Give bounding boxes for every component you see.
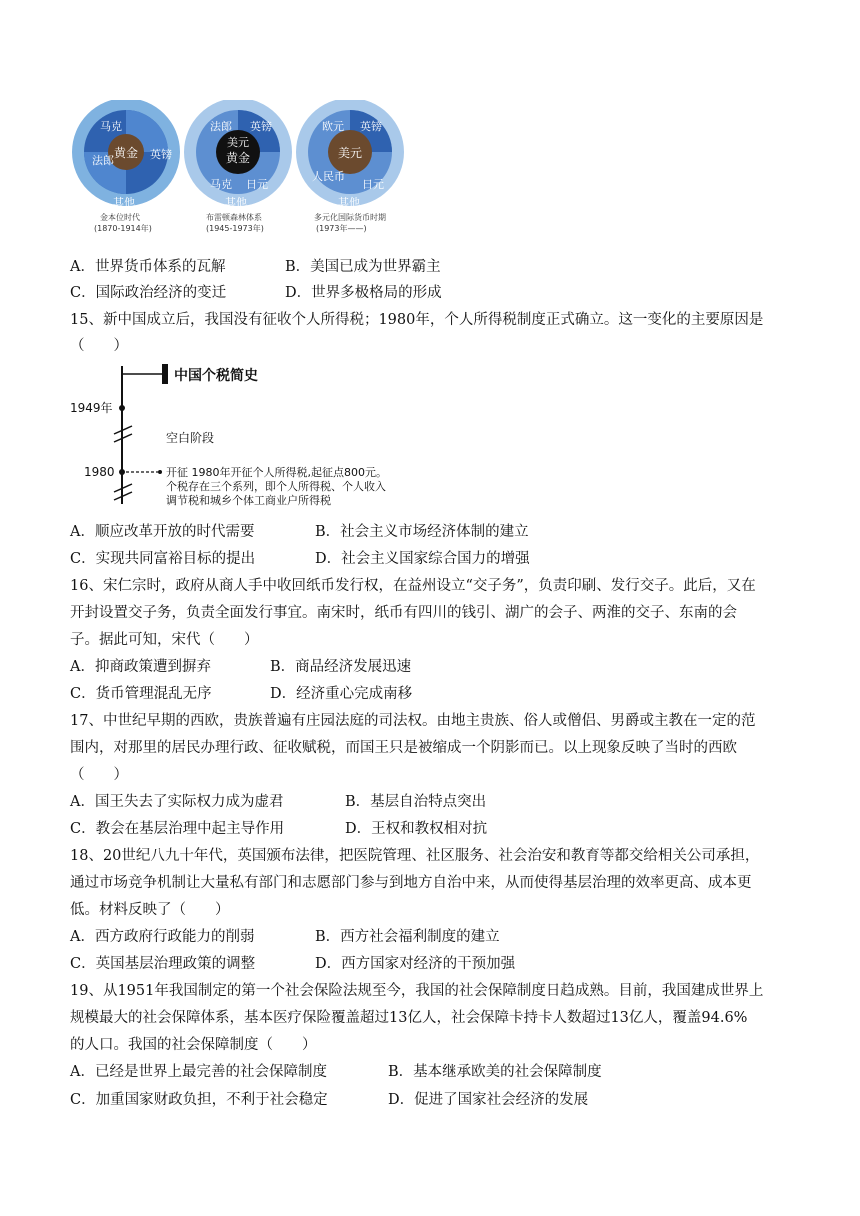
q18-option-a[interactable]: A．西方政府行政能力的削弱 xyxy=(70,929,255,945)
q15-option-b[interactable]: B．社会主义市场经济体制的建立 xyxy=(315,524,529,540)
q19-stem-line: 的人口。我国的社会保障制度（ ） xyxy=(70,1037,317,1053)
segment-label: 马克 xyxy=(100,120,122,133)
timeline-year-1949: 1949年 xyxy=(70,401,113,415)
segment-label: 其他 xyxy=(225,196,247,209)
q18-stem-line: 低。材料反映了（ ） xyxy=(70,902,230,918)
q18-stem-line: 18、20世纪八九十年代，英国颁布法律，把医院管理、社区服务、社会治安和教育等都交给相关公司承担， xyxy=(70,848,760,864)
currency-system-figure xyxy=(70,100,410,240)
caption-name: 多元化国际货币时期 xyxy=(314,213,386,222)
q17-option-b[interactable]: B．基层自治特点突出 xyxy=(345,794,487,810)
tax-history-timeline xyxy=(70,362,450,512)
q16-stem-line: 子。据此可知，宋代（ ） xyxy=(70,632,259,648)
q15-option-a[interactable]: A．顺应改革开放的时代需要 xyxy=(70,524,255,540)
timeline-blank-stage: 空白阶段 xyxy=(166,431,215,445)
segment-label: 人民币 xyxy=(312,170,345,183)
segment-label: 日元 xyxy=(362,178,384,191)
caption-years: (1870-1914年) xyxy=(94,224,152,233)
caption-name: 金本位时代 xyxy=(100,213,140,222)
q15-option-d[interactable]: D．社会主义国家综合国力的增强 xyxy=(315,551,530,567)
q17-option-d[interactable]: D．王权和教权相对抗 xyxy=(345,821,488,837)
q17-stem-line: 17、中世纪早期的西欧，贵族普遍有庄园法庭的司法权。由地主贵族、俗人或僧侣、男爵或主教在一定的范 xyxy=(70,713,756,729)
timeline-event-line: 开征 1980年开征个人所得税,起征点800元。 xyxy=(166,466,387,479)
segment-label: 英镑 xyxy=(150,148,172,161)
q14-option-d[interactable]: D．世界多极格局的形成 xyxy=(285,285,442,301)
q19-option-a[interactable]: A．已经是世界上最完善的社会保障制度 xyxy=(70,1064,327,1080)
segment-label: 法郎 xyxy=(210,120,232,133)
q19-stem-line: 规模最大的社会保障体系，基本医疗保险覆盖超过13亿人，社会保障卡持卡人数超过13亿人，覆盖94.6% xyxy=(70,1010,748,1026)
q18-option-b[interactable]: B．西方社会福利制度的建立 xyxy=(315,929,500,945)
segment-label: 英镑 xyxy=(360,120,382,133)
q19-option-c[interactable]: C．加重国家财政负担，不利于社会稳定 xyxy=(70,1092,328,1108)
segment-label: 英镑 xyxy=(250,120,272,133)
segment-label: 其他 xyxy=(338,196,360,209)
q15-option-c[interactable]: C．实现共同富裕目标的提出 xyxy=(70,551,256,567)
q15-stem-line: 15、新中国成立后，我国没有征收个人所得税；1980年，个人所得税制度正式确立。这一变化的主要原因是 xyxy=(70,312,764,328)
q19-option-b[interactable]: B．基本继承欧美的社会保障制度 xyxy=(388,1064,602,1080)
q18-option-d[interactable]: D．西方国家对经济的干预加强 xyxy=(315,956,516,972)
q17-stem-line: （ ） xyxy=(70,767,128,783)
caption-name: 布雷顿森林体系 xyxy=(206,213,262,222)
q19-stem-line: 19、从1951年我国制定的第一个社会保险法规至今，我国的社会保障制度日趋成熟。目前，我国建成世界上 xyxy=(70,983,764,999)
segment-label: 欧元 xyxy=(322,120,344,133)
gold-standard-ring-chart xyxy=(72,100,180,233)
q14-option-c[interactable]: C．国际政治经济的变迁 xyxy=(70,285,227,301)
segment-label: 日元 xyxy=(246,178,268,191)
segment-label: 法郎 xyxy=(92,154,114,167)
segment-label: 其他 xyxy=(113,196,135,209)
core-top-label: 美元 xyxy=(227,136,249,149)
timeline-event-line: 调节税和城乡个体工商业户所得税 xyxy=(166,494,331,507)
timeline-year-1980: 1980 xyxy=(84,465,115,479)
timeline-title: 中国个税简史 xyxy=(174,368,258,384)
core-label: 黄金 xyxy=(226,151,251,165)
segment-label: 马克 xyxy=(210,178,232,191)
q16-option-a[interactable]: A．抑商政策遭到摒弃 xyxy=(70,659,211,675)
q17-option-c[interactable]: C．教会在基层治理中起主导作用 xyxy=(70,821,285,837)
timeline-event-line: 个税存在三个系列，即个人所得税、个人收入 xyxy=(166,480,386,493)
q17-stem-line: 围内，对那里的居民办理行政、征收赋税，而国王只是被缩成一个阴影而已。以上现象反映了当时的西欧 xyxy=(70,740,737,756)
q18-option-c[interactable]: C．英国基层治理政策的调整 xyxy=(70,956,256,972)
caption-years: (1945-1973年) xyxy=(206,224,264,233)
q15-stem-line: （ ） xyxy=(70,338,128,354)
q16-option-d[interactable]: D．经济重心完成南移 xyxy=(270,686,413,702)
q16-option-b[interactable]: B．商品经济发展迅速 xyxy=(270,659,412,675)
q14-option-b[interactable]: B．美国已成为世界霸主 xyxy=(285,259,441,275)
q17-option-a[interactable]: A．国王失去了实际权力成为虚君 xyxy=(70,794,284,810)
q18-stem-line: 通过市场竞争机制让大量私有部门和志愿部门参与到地方自治中来，从而使得基层治理的效率更高、成本更 xyxy=(70,875,752,891)
q19-option-d[interactable]: D．促进了国家社会经济的发展 xyxy=(388,1092,589,1108)
caption-years: (1973年——) xyxy=(316,224,367,233)
q16-stem-line: 开封设置交子务，负责全面发行事宜。南宋时，纸币有四川的钱引、湖广的会子、两淮的交子、东南的会 xyxy=(70,605,737,621)
q16-option-c[interactable]: C．货币管理混乱无序 xyxy=(70,686,212,702)
core-label: 黄金 xyxy=(114,146,139,160)
bretton-woods-ring-chart xyxy=(184,100,292,233)
multi-currency-ring-chart xyxy=(296,100,404,233)
q16-stem-line: 16、宋仁宗时，政府从商人手中收回纸币发行权，在益州设立“交子务”，负责印刷、发行交子。此后，又在 xyxy=(70,578,756,594)
core-label: 美元 xyxy=(338,146,363,160)
q14-option-a[interactable]: A．世界货币体系的瓦解 xyxy=(70,259,226,275)
